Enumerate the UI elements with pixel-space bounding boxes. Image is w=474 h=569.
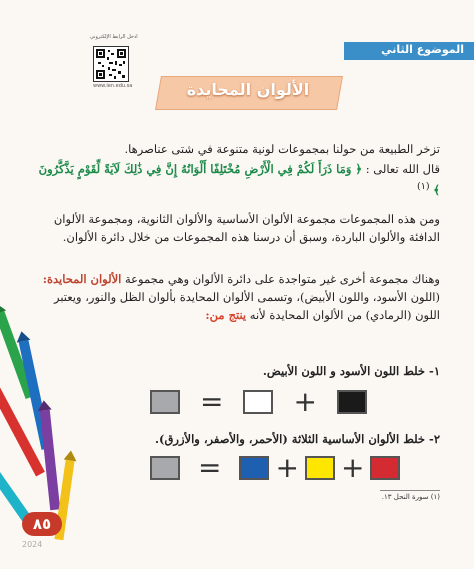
quote-intro: قال الله تعالى :	[365, 162, 440, 176]
equation-two	[150, 451, 400, 484]
swatch-white	[243, 390, 273, 414]
year-label: 2024	[22, 540, 43, 549]
swatch-gray	[150, 390, 180, 414]
qr-pattern-icon	[94, 47, 128, 81]
plus-sign: +	[275, 451, 299, 484]
paragraph-neutral	[28, 270, 440, 324]
footnote: (١) سورة النحل ١٣.	[381, 493, 440, 501]
step-two: ٢- خلط الألوان الأساسية الثلاثة (الأحمر، والأصفر، والأزرق).	[155, 432, 440, 446]
footnote-divider	[380, 490, 440, 491]
qr-code[interactable]	[93, 46, 129, 82]
equation-one	[150, 385, 367, 418]
paragraph-groups: ومن هذه المجموعات مجموعة الألوان الأساسية والألوان الثانوية، ومجموعة الألوان الدافئة والألوان الباردة، وسبق أن درسنا هذه المجموعات من خلال دائرة الألوان.	[53, 212, 440, 244]
quote-reference: (١)	[416, 181, 430, 192]
equals-sign: =	[198, 451, 222, 484]
swatch-black	[337, 390, 367, 414]
swatch-gray	[150, 456, 180, 480]
neutral-term: الألوان المحايدة:	[42, 272, 122, 286]
neutral-text-b: (اللون الأسود، واللون الأبيض)، وتسمى الألوان المحايدة بألوان الظل والنور، ويعتبر اللون (الرمادي) من الألوان المحايدة لأنه	[53, 290, 440, 322]
topic-banner	[344, 42, 474, 60]
plus-sign: +	[340, 451, 365, 484]
swatch-red	[370, 456, 400, 480]
equals-sign: =	[200, 385, 224, 418]
topic-label: الموضوع الثاني	[381, 43, 464, 56]
qr-caption: ادخل الرابط الإلكتروني	[90, 34, 138, 40]
step-one: ١- خلط اللون الأسود و اللون الأبيض.	[262, 364, 440, 378]
neutral-result: ينتج من:	[205, 308, 247, 322]
swatch-yellow	[305, 456, 335, 480]
paragraph-intro: تزخر الطبيعة من حولنا بمجموعات لونية متنوعة في شتى عناصرها.	[124, 142, 440, 156]
plus-sign: +	[293, 385, 317, 418]
paragraph-quote	[28, 160, 440, 199]
page-number: ٨٥	[22, 512, 62, 536]
quran-verse: ﴿ وَمَا ذَرَأَ لَكُمْ فِي الْأَرْضِ مُخْتَلِفًا أَلْوَانُهُ إِنَّ فِي ذَٰلِكَ لَآيَةً لِّقَوْمٍ يَذَّكَّرُونَ ﴾	[38, 162, 440, 197]
neutral-text-a: وهناك مجموعة أخرى غير متواجدة على دائرة الألوان وهي مجموعة	[125, 272, 440, 286]
page-title: الألوان المحايدة	[186, 80, 310, 99]
swatch-blue	[239, 456, 269, 480]
qr-url: www.ien.edu.sa	[93, 83, 133, 89]
